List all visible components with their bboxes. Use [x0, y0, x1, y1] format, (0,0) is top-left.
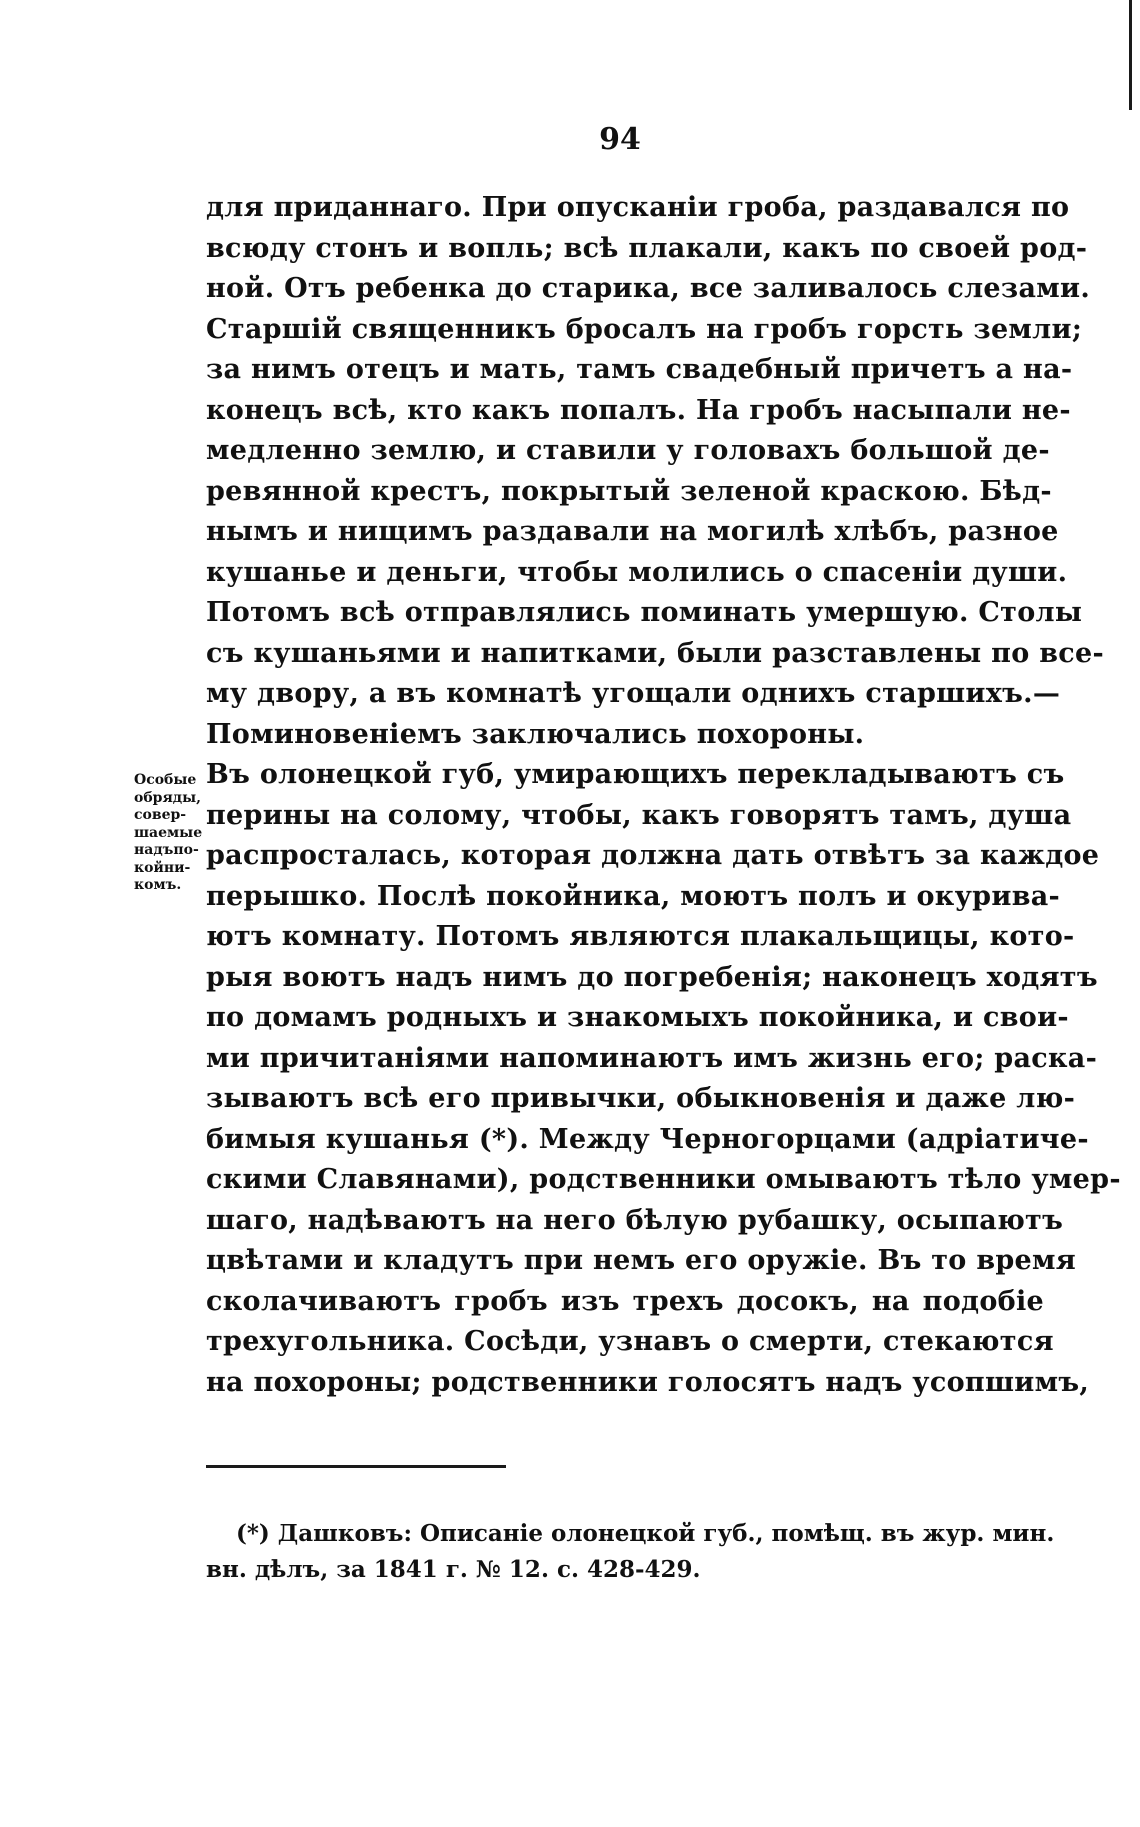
- text-line: за нимъ отецъ и мать, тамъ свадебный причетъ а на-: [206, 354, 1073, 385]
- footnote-rule: [206, 1465, 506, 1468]
- text-line: конецъ всѣ, кто какъ попалъ. На гробъ насыпали не-: [206, 394, 1071, 426]
- text-line: Въ олонецкой губ, умирающихъ перекладываютъ съ: [206, 759, 1065, 790]
- text-line: нымъ и нищимъ раздавали на могилѣ хлѣбъ, разное: [206, 516, 1059, 547]
- page-number: 94: [599, 122, 641, 157]
- text-line: му двору, а въ комнатѣ угощали однихъ старшихъ.—: [206, 678, 1061, 709]
- text-line: по домамъ родныхъ и знакомыхъ покойника, и свои-: [206, 1002, 1069, 1033]
- margin-note-line: надъпо-: [134, 842, 199, 858]
- footnote: [206, 1516, 1055, 1588]
- text-line: ютъ комнату. Потомъ являются плакальщицы, кото-: [206, 921, 1075, 952]
- text-line: скими Славянами), родственники омываютъ тѣло умер-: [206, 1164, 1121, 1195]
- text-line: шаго, надѣваютъ на него бѣлую рубашку, осыпаютъ: [206, 1204, 1064, 1236]
- text-line: зываютъ всѣ его привычки, обыкновенія и даже лю-: [206, 1083, 1076, 1114]
- main-text: [206, 188, 1121, 1403]
- text-line: перышко. Послѣ покойника, моютъ полъ и окурива-: [206, 880, 1061, 912]
- text-line: для приданнаго. При опусканіи гроба, раздавался по: [206, 192, 1070, 223]
- margin-note-line: койни-: [134, 859, 191, 876]
- text-line: всюду стонъ и вопль; всѣ плакали, какъ по своей род-: [206, 232, 1088, 264]
- text-line: медленно землю, и ставили у головахъ большой де-: [206, 435, 1050, 466]
- text-line: трехугольника. Сосѣди, узнавъ о смерти, стекаются: [206, 1326, 1054, 1357]
- text-line: Старшій священникъ бросалъ на гробъ горсть земли;: [206, 313, 1083, 345]
- text-line: бимыя кушанья (*). Между Черногорцами (адріатиче-: [206, 1123, 1089, 1155]
- text-line: перины на солому, чтобы, какъ говорятъ тамъ, душа: [206, 799, 1072, 831]
- margin-note: [134, 772, 244, 895]
- margin-note-line: комъ.: [134, 877, 182, 893]
- text-line: Поминовеніемъ заключались похороны.: [206, 718, 865, 750]
- text-line: рыя воютъ надъ нимъ до погребенія; наконецъ ходятъ: [206, 961, 1098, 993]
- text-line: сколачиваютъ гробъ изъ трехъ досокъ, на подобіе: [206, 1285, 1044, 1317]
- text-line: ревянной крестъ, покрытый зеленой краскою. Бѣд-: [206, 475, 1052, 507]
- margin-note-line: Особые: [134, 772, 197, 788]
- text-line: на похороны; родственники голосятъ надъ усопшимъ,: [206, 1366, 1090, 1398]
- text-line: ной. Отъ ребенка до старика, все заливалось слезами.: [206, 273, 1091, 304]
- text-line: кушанье и деньги, чтобы молились о спасеніи души.: [206, 556, 1068, 588]
- text-line: съ кушаньями и напитками, были разставлены по все-: [206, 637, 1104, 669]
- margin-note-line: шаемые: [134, 824, 203, 841]
- scan-edge-line: [1129, 0, 1132, 110]
- margin-note-line: совер-: [134, 807, 187, 823]
- text-line: распросталась, которая должна дать отвѣтъ за каждое: [206, 840, 1100, 871]
- margin-note-line: обряды,: [134, 789, 202, 806]
- text-line: Потомъ всѣ отправлялись поминать умершую. Столы: [206, 597, 1083, 628]
- text-line: цвѣтами и кладутъ при немъ его оружіе. Въ то время: [206, 1245, 1077, 1276]
- text-line: ми причитаніями напоминаютъ имъ жизнь его; раска-: [206, 1042, 1098, 1074]
- footnote-line: вн. дѣлъ, за 1841 г. № 12. с. 428-429.: [206, 1556, 701, 1583]
- footnote-line: (*) Дашковъ: Описаніе олонецкой губ., помѣщ. въ жур. мин.: [236, 1520, 1055, 1547]
